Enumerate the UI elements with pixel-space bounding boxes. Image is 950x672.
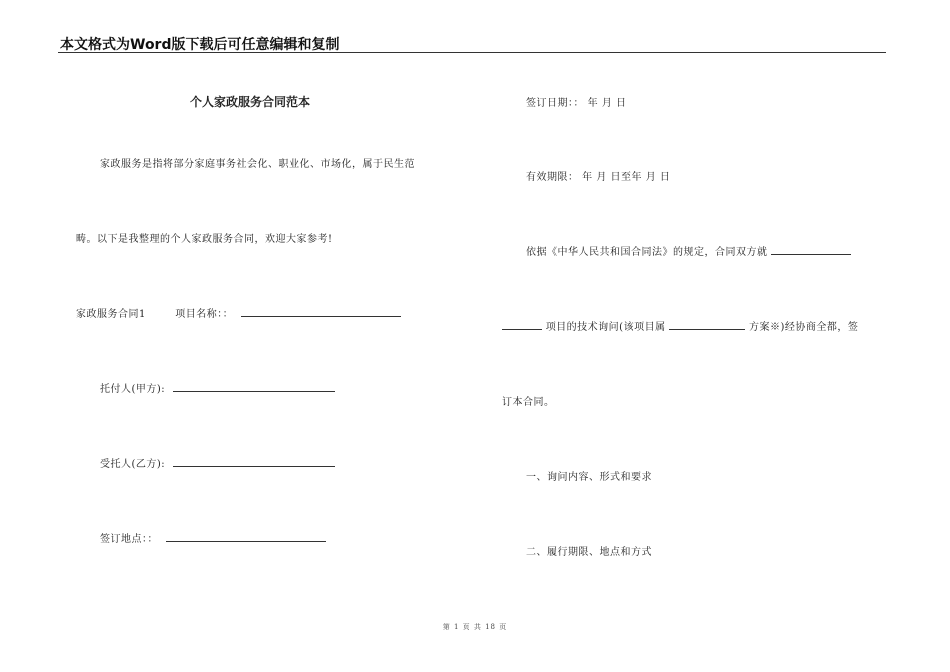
- trustee-blank: [173, 456, 335, 467]
- project-name-blank: [241, 306, 401, 317]
- sign-place-blank: [166, 531, 326, 542]
- contract-label: 家政服务合同1: [76, 309, 146, 320]
- client-line: [100, 380, 335, 395]
- client-blank: [173, 381, 335, 392]
- project-blank-1: [502, 319, 542, 330]
- client-label: 托付人(甲方):: [100, 384, 166, 395]
- basis-line: [526, 243, 851, 258]
- section-1-heading: 一、询问内容、形式和要求: [526, 472, 652, 483]
- trustee-line: [100, 455, 335, 470]
- basis-text: 依据《中华人民共和国合同法》的规定，合同双方就: [526, 247, 768, 258]
- project-name-label: 项目名称：：: [175, 309, 234, 320]
- sign-place-label: 签订地点：：: [100, 534, 158, 545]
- validity-period: 有效期限： 年 月 日至年 月 日: [526, 172, 671, 183]
- intro-paragraph-line-1: 家政服务是指将部分家庭事务社会化、职业化、市场化，属于民生范: [100, 159, 415, 170]
- header-divider: [58, 52, 886, 53]
- page-number-footer: 第 1 页 共 18 页: [442, 623, 508, 631]
- section-2-heading: 二、履行期限、地点和方式: [526, 547, 652, 558]
- contract-line: [76, 305, 401, 320]
- project-blank-2: [669, 319, 745, 330]
- intro-paragraph-line-2: 畴。以下是我整理的个人家政服务合同，欢迎大家参考!: [76, 234, 333, 245]
- trustee-label: 受托人(乙方):: [100, 459, 166, 470]
- sign-place-line: [100, 530, 326, 545]
- project-mid-text: 项目的技术询问(该项目属: [545, 322, 666, 333]
- project-end-text: 方案※)经协商全都，签: [748, 322, 859, 333]
- sign-date: 签订日期：： 年 月 日: [526, 98, 627, 109]
- document-title: 个人家政服务合同范本: [190, 95, 311, 109]
- project-line: [502, 318, 858, 333]
- project-sign-line: 订本合同。: [502, 397, 555, 408]
- basis-blank: [771, 244, 851, 255]
- document-header: 本文格式为Word版下载后可任意编辑和复制: [60, 37, 340, 53]
